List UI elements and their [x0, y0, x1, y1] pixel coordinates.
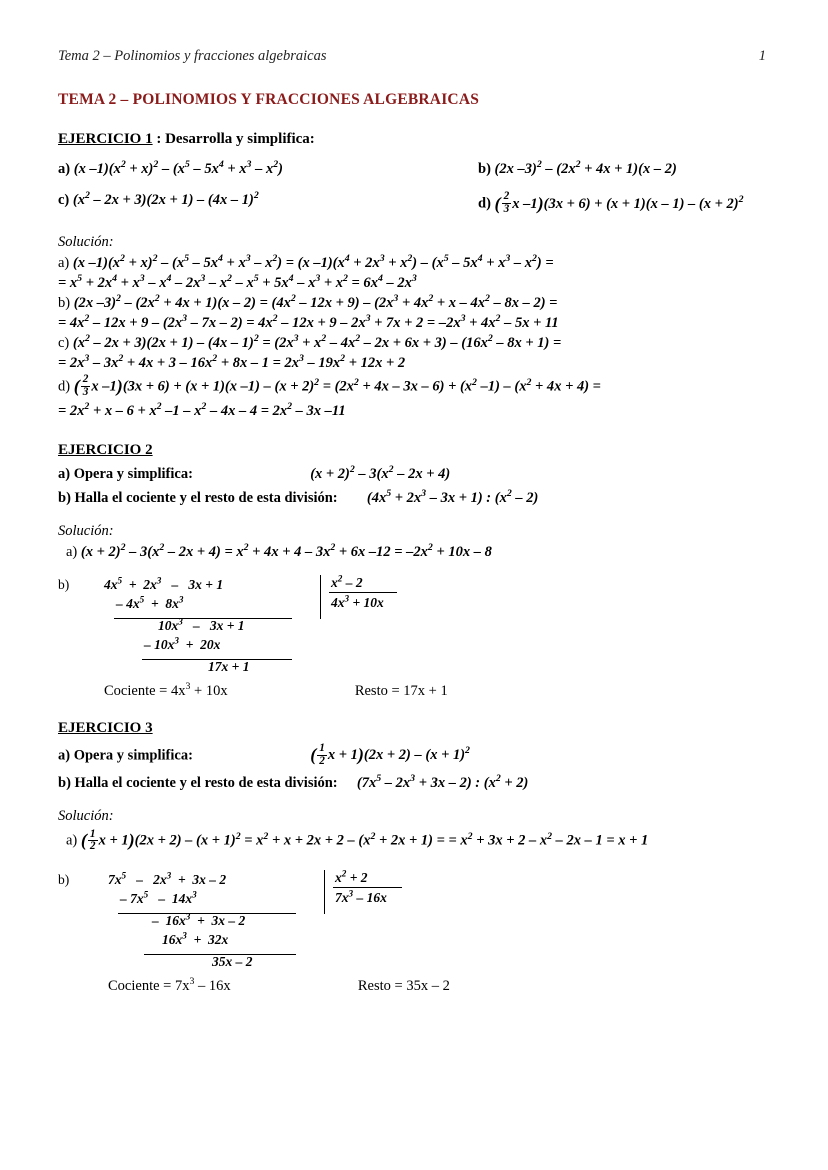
cociente-label-3: Cociente = $7x^3 - 16x$: [108, 976, 231, 994]
exercise-1-sol-c1: c) $(x^2 - 2x + 3)(2x + 1) - (4x - 1)^2 = (2x^3 + x^2 - 4x^2 - 2x + 6x + 3) - (16x^2 - 8x + 1)$ =: [58, 332, 562, 351]
exercise-2-label: EJERCICIO 2: [58, 441, 153, 458]
item-d-label: d): [478, 195, 491, 212]
exercise-2-long-division: [58, 573, 770, 700]
exercise-1-sol-b2: = $4x^2 - 12x + 9 - (2x^3 - 7x - 2) = 4x^2 - 12x + 9 - 2x^3 + 7x + 2 = -2x^3 + 4x^2 - 5x + 11$: [58, 312, 559, 331]
division-b-label: b): [58, 576, 70, 592]
division-step-2: – $16x^3 + 3x - 2$: [152, 911, 246, 928]
division-quotient: $7x^3 - 16x$: [335, 888, 387, 905]
exercise-2-sol-a: a) $(x + 2)^2 - 3(x^2 - 2x + 4) = x^2 + 4x + 4 - 3x^2 + 6x$ $-12 = -2x^2 + 10x - 8$: [66, 541, 492, 560]
exercise-3-long-division: [58, 868, 770, 995]
division-divisor-box: [324, 870, 402, 914]
division-divisor-box: [320, 575, 397, 619]
exercise-3-item-b: [58, 775, 770, 792]
division-step-3: $16x^3 + 32x$: [162, 930, 229, 947]
item-b-expression: $(7x^5 - 2x^3 + 3x - 2)$ : $(x^2 + 2)$: [356, 773, 529, 792]
exercise-2: [58, 442, 770, 700]
division-quotient: $4x^3 + 10x$: [331, 593, 384, 610]
item-a-text: Opera y simplifica:: [73, 747, 193, 764]
item-a-expression: (x $-1)(x^2 + x)^2 - (x^5 - 5x^4 + x^3 - x^2)$: [73, 159, 283, 177]
item-a-expression: $(x + 2)^2 - 3(x^2 - 2x + 4)$: [310, 463, 451, 482]
item-a-label: a): [58, 747, 71, 764]
exercise-3-solution-label: Solución:: [58, 808, 114, 825]
item-c-label: c): [58, 192, 70, 208]
exercise-3-sol-a: a) ( $\frac{1}{2}$ $x + 1)(2x + 2) - (x + 1)^2 = x^2 + x + 2x + 2 - (x^2 + 2x + 1)$ = = $x^2 + 3x + 2 - x^2 - 2x - 1 = x + 1$: [66, 827, 649, 853]
header-title: Tema 2 – Polinomios y fracciones algebraicas: [58, 48, 327, 64]
exercise-2-heading: [58, 442, 770, 459]
exercise-3-item-a: [58, 741, 770, 769]
division-step-1: – $4x^5 + 8x^3$: [116, 594, 184, 611]
division-step-2: $10x^3 - 3x + 1$: [158, 616, 245, 633]
item-a-expression: ( $\frac{1}{2}$ $x + 1)(2x + 2) - (x + 1)^2$: [310, 741, 470, 767]
division-dividend: $7x^5 - 2x^3 + 3x - 2$: [108, 870, 227, 887]
item-b-label: b): [58, 489, 71, 506]
exercise-1-sol-a1: a) (x $-1)(x^2 + x)^2 - (x^5 - 5x^4 + x^3 - x^2) = (x$ $-1)(x^4 + 2x^3 + x^2) - (x^5 - 5x^4 + x^3 - x^2)$ =: [58, 252, 554, 271]
exercise-1-sol-a2: = $x^5 + 2x^4 + x^3 - x^4 - 2x^3 - x^2 - x^5 + 5x^4 - x^3 + x^2 = 6x^4 - 2x^3$: [58, 272, 417, 291]
division-remainder-row: 35x – 2: [212, 954, 253, 969]
resto-label-2: Resto = 17x + 1: [354, 682, 448, 699]
division-step-3: – $10x^3 + 20x$: [144, 635, 221, 652]
exercise-1-solution-label: Solución:: [58, 233, 114, 250]
division-step-1: – $7x^5 - 14x^3$: [120, 889, 197, 906]
page-title: TEMA 2 – POLINOMIOS Y FRACCIONES ALGEBRAICAS: [58, 91, 480, 108]
item-b-expression: (2x $-3)^2 - (2x^2 + 4x + 1)(x - 2)$: [494, 159, 677, 177]
division-divisor: $x^2 + 2$: [333, 870, 402, 888]
item-d-expression: ( $\frac{2}{3}$ x $-1)(3x + 6) + (x + 1)(x - 1) - (x + 2)^2$: [494, 190, 744, 216]
exercise-3-heading: [58, 720, 770, 737]
exercise-1-item-a: [58, 161, 478, 178]
item-b-label: b): [58, 775, 71, 792]
item-b-expression: $(4x^5 + 2x^3 - 3x + 1)$ : $(x^2 - 2)$: [366, 487, 539, 506]
exercise-2-item-b: [58, 487, 770, 507]
exercise-1-row-cd: [58, 185, 770, 224]
page-header: [58, 48, 770, 65]
item-b-text: Halla el cociente y el resto de esta división:: [74, 489, 338, 506]
exercise-3-label: EJERCICIO 3: [58, 719, 153, 736]
item-c-expression: $(x^2 - 2x + 3)(2x + 1) - (4x - 1)^2$: [72, 190, 259, 208]
division-remainder-row: 17x + 1: [208, 658, 250, 674]
item-b-label: b): [478, 161, 491, 177]
exercise-1-sol-d2: = $2x^2 + x - 6 + x^2$ $-1 - x^2 - 4x - 4 = 2x^2 - 3x$ –11: [58, 400, 346, 419]
resto-label-3: Resto = 35x – 2: [357, 978, 450, 994]
exercise-1-item-c: [58, 192, 478, 209]
exercise-1-item-d: [478, 192, 770, 217]
page-number: 1: [758, 48, 766, 64]
exercise-2-solution-label: Solución:: [58, 522, 114, 539]
division-dividend: $4x^5 + 2x^3 - 3x + 1$: [104, 575, 224, 592]
exercise-1-row-ab: [58, 154, 770, 185]
item-a-text: Opera y simplifica:: [73, 465, 193, 482]
cociente-label-2: Cociente = $4x^3 + 10x$: [104, 680, 228, 699]
exercise-1: [58, 131, 770, 420]
division-divisor: $x^2 - 2$: [329, 575, 397, 593]
item-b-text: Halla el cociente y el resto de esta división:: [74, 775, 338, 792]
exercise-1-sol-b1: b) (2x $-3)^2 - (2x^2 + 4x + 1)(x - 2) = (4x^2 - 12x + 9) - (2x^3 + 4x^2 + x - 4x^2 - 8x - 2)$ =: [58, 292, 558, 311]
exercise-1-sol-d1: d) ( $\frac{2}{3}$ x –1)(3x + 6) + (x + 1)(x $-1) - (x + 2)^2 = (2x^2 + 4x - 3x - 6) + (x^2$ $-1) - (x^2 + 4x + 4)$ =: [58, 373, 601, 398]
exercise-3: [58, 720, 770, 996]
exercise-1-heading: [58, 131, 770, 148]
item-a-label: a): [58, 161, 71, 177]
item-a-label: a): [58, 465, 71, 482]
exercise-1-sol-c2: = $2x^3 - 3x^2 + 4x + 3 - 16x^2 + 8x - 1 = 2x^3 - 19x^2 + 12x + 2$: [58, 352, 406, 371]
exercise-2-item-a: [58, 463, 770, 483]
division-b-label: b): [58, 872, 70, 887]
exercise-1-label: EJERCICIO 1: [58, 131, 153, 147]
exercise-1-item-b: [478, 161, 770, 178]
exercise-1-heading-rest: : Desarrolla y simplifica:: [152, 131, 315, 147]
